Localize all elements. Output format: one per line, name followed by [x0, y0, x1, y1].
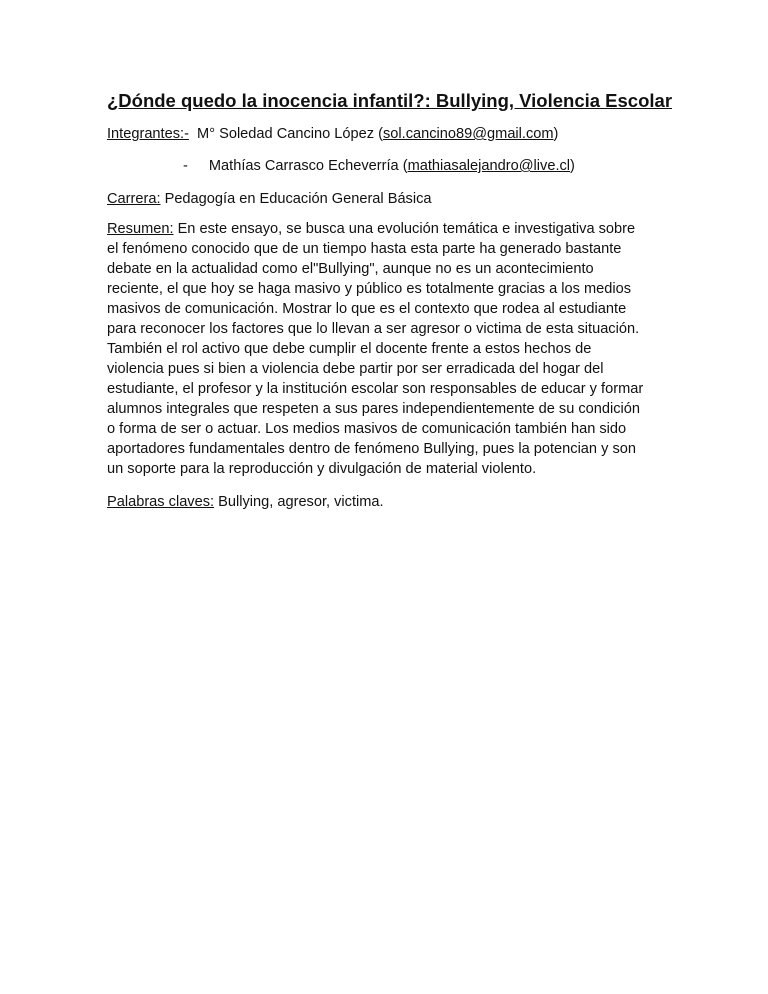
carrera-value: Pedagogía en Educación General Básica — [160, 191, 432, 207]
resumen-line: reciente, el que hoy se haga masivo y público es totalmente gracias a los medios — [107, 281, 632, 297]
resumen-line: violencia pues si bien a violencia debe partir por ser erradicada del hogar del — [107, 361, 604, 377]
keywords-value: Bullying, agresor, victima. — [214, 494, 384, 510]
resumen-line: En este ensayo, se busca una evolución temática e investigativa sobre — [173, 221, 636, 237]
resumen-line: aportadores fundamentales dentro de fenómeno Bullying, pues la potencian y son — [107, 441, 636, 457]
member-2-dash: - — [183, 158, 188, 174]
resumen-label: Resumen: — [107, 221, 174, 237]
resumen-line: debate en la actualidad como el"Bullying", aunque no es un acontecimiento — [107, 261, 594, 277]
member-1-email-link[interactable]: sol.cancino89@gmail.com — [382, 126, 554, 142]
member-1-name: M° Soledad Cancino López ( — [197, 126, 383, 142]
resumen-line: masivos de comunicación. Mostrar lo que es el contexto que rodea al estudiante — [107, 301, 627, 317]
resumen-line: o forma de ser o actuar. Los medios masivos de comunicación también han sido — [107, 421, 627, 437]
carrera-line — [107, 189, 432, 209]
keywords-line — [107, 492, 384, 512]
resumen-line: alumnos integrales que respeten a sus pares independientemente de su condición — [107, 401, 641, 417]
keywords-label: Palabras claves: — [107, 494, 215, 510]
members-line-1 — [107, 124, 558, 144]
members-label: Integrantes:- — [107, 126, 189, 142]
member-2-email-link[interactable]: mathiasalejandro@live.cl — [407, 158, 571, 174]
member-2-close: ) — [570, 158, 575, 174]
carrera-label: Carrera: — [107, 191, 161, 207]
member-1-close: ) — [553, 126, 559, 142]
resumen-line: el fenómeno conocido que de un tiempo hasta esta parte ha generado bastante — [107, 241, 622, 257]
document-title: ¿Dónde quedo la inocencia infantil?: Bullying, Violencia Escolar — [107, 90, 673, 111]
resumen-line: para reconocer los factores que lo llevan a ser agresor o victima de esta situación. — [107, 321, 640, 337]
resumen-paragraph — [107, 219, 643, 479]
resumen-line: También el rol activo que debe cumplir el docente frente a estos hechos de — [107, 341, 592, 357]
members-line-2 — [183, 156, 575, 176]
resumen-line: un soporte para la reproducción y divulgación de material violento. — [107, 461, 537, 477]
resumen-line: estudiante, el profesor y la institución escolar son responsables de educar y formar — [107, 381, 644, 397]
member-2-name: Mathías Carrasco Echeverría ( — [208, 158, 408, 174]
